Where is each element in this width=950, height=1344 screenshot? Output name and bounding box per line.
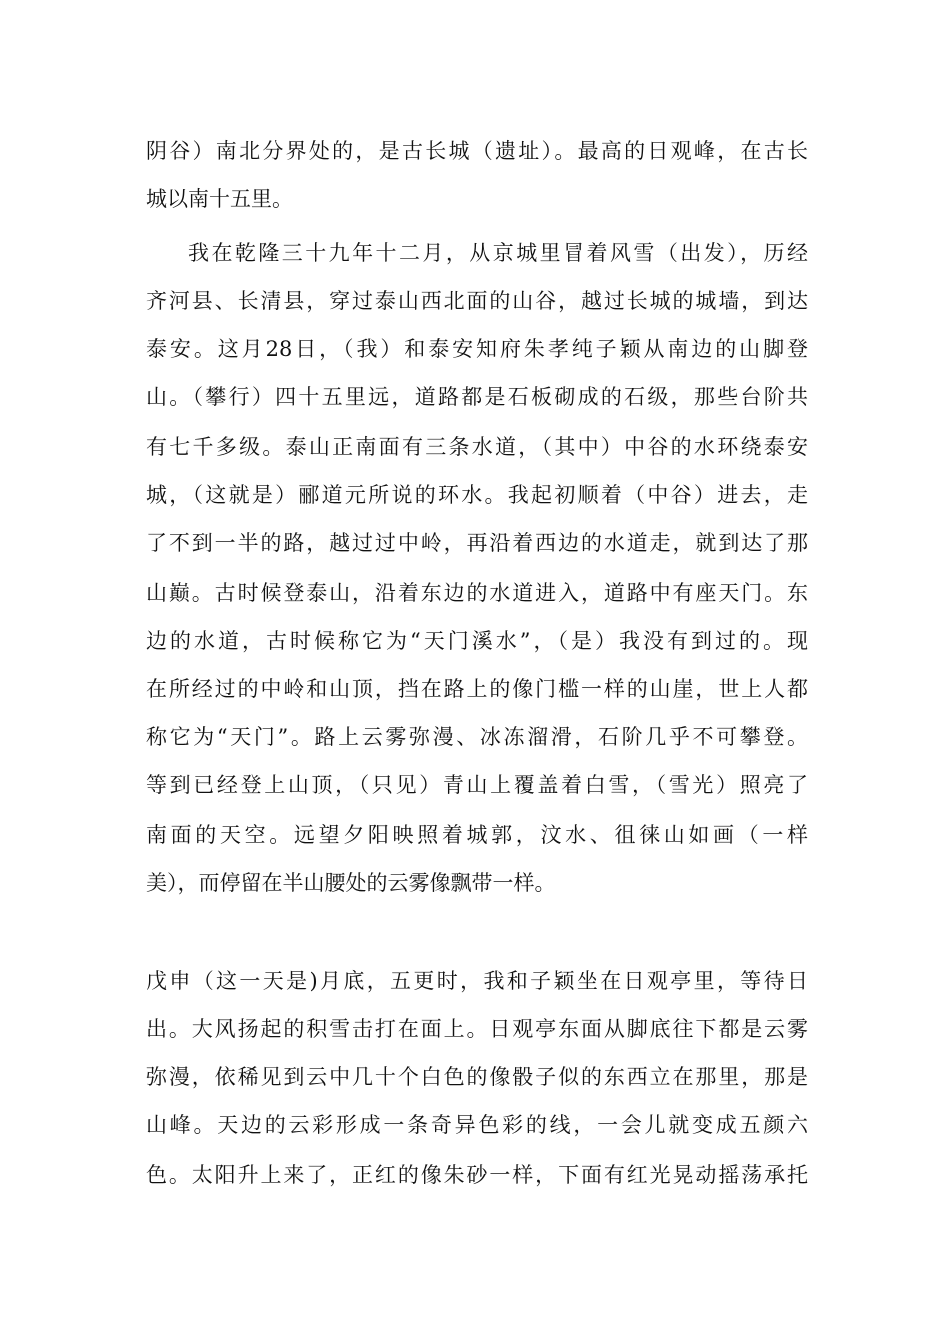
- text-line: 戊申（这一天是)月底，五更时，我和子颖坐在日观亭里，等待日: [146, 969, 808, 993]
- text-line: 弥漫，依稀见到云中几十个白色的像骰子似的东西立在那里，那是: [146, 1065, 808, 1089]
- text-line: 城，（这就是）郦道元所说的环水。我起初顺着（中谷）进去，走: [146, 483, 808, 507]
- text-line: 阴谷）南北分界处的，是古长城（遗址）。最高的日观峰，在古长: [146, 139, 808, 163]
- text-line: 南面的天空。远望夕阳映照着城郭，汶水、徂徕山如画（一样: [146, 823, 808, 847]
- text-line: 在所经过的中岭和山顶，挡在路上的像门槛一样的山崖，世上人都: [146, 677, 808, 701]
- text-line: 了不到一半的路，越过过中岭，再沿着西边的水道走，就到达了那: [146, 531, 808, 555]
- text-line: 齐河县、长清县，穿过泰山西北面的山谷，越过长城的城墙，到达: [146, 289, 808, 313]
- text-line: 色。太阳升上来了，正红的像朱砂一样，下面有红光晃动摇荡承托: [146, 1163, 808, 1187]
- text-line: 美），而停留在半山腰处的云雾像飘带一样。: [146, 871, 556, 895]
- text-line: 有七千多级。泰山正南面有三条水道，（其中）中谷的水环绕泰安: [146, 435, 808, 459]
- text-line: 我在乾隆三十九年十二月，从京城里冒着风雪（出发），历经: [188, 241, 808, 265]
- text-line: 泰安。这月28日，（我）和泰安知府朱孝纯子颖从南边的山脚登: [146, 337, 808, 361]
- text-line: 山峰。天边的云彩形成一条奇异色彩的线，一会儿就变成五颜六: [146, 1113, 808, 1137]
- text-line: 边的水道，古时候称它为“天门溪水”，（是）我没有到过的。现: [146, 629, 808, 653]
- text-line: 山。（攀行）四十五里远，道路都是石板砌成的石级，那些台阶共: [146, 385, 808, 409]
- text-line: 称它为“天门”。路上云雾弥漫、冰冻溜滑，石阶几乎不可攀登。: [146, 725, 808, 749]
- text-line: 山巅。古时候登泰山，沿着东边的水道进入，道路中有座天门。东: [146, 581, 808, 605]
- text-line: 出。大风扬起的积雪击打在面上。日观亭东面从脚底往下都是云雾: [146, 1017, 808, 1041]
- text-line: 等到已经登上山顶，（只见）青山上覆盖着白雪，（雪光）照亮了: [146, 773, 808, 797]
- text-line: 城以南十五里。: [146, 187, 293, 211]
